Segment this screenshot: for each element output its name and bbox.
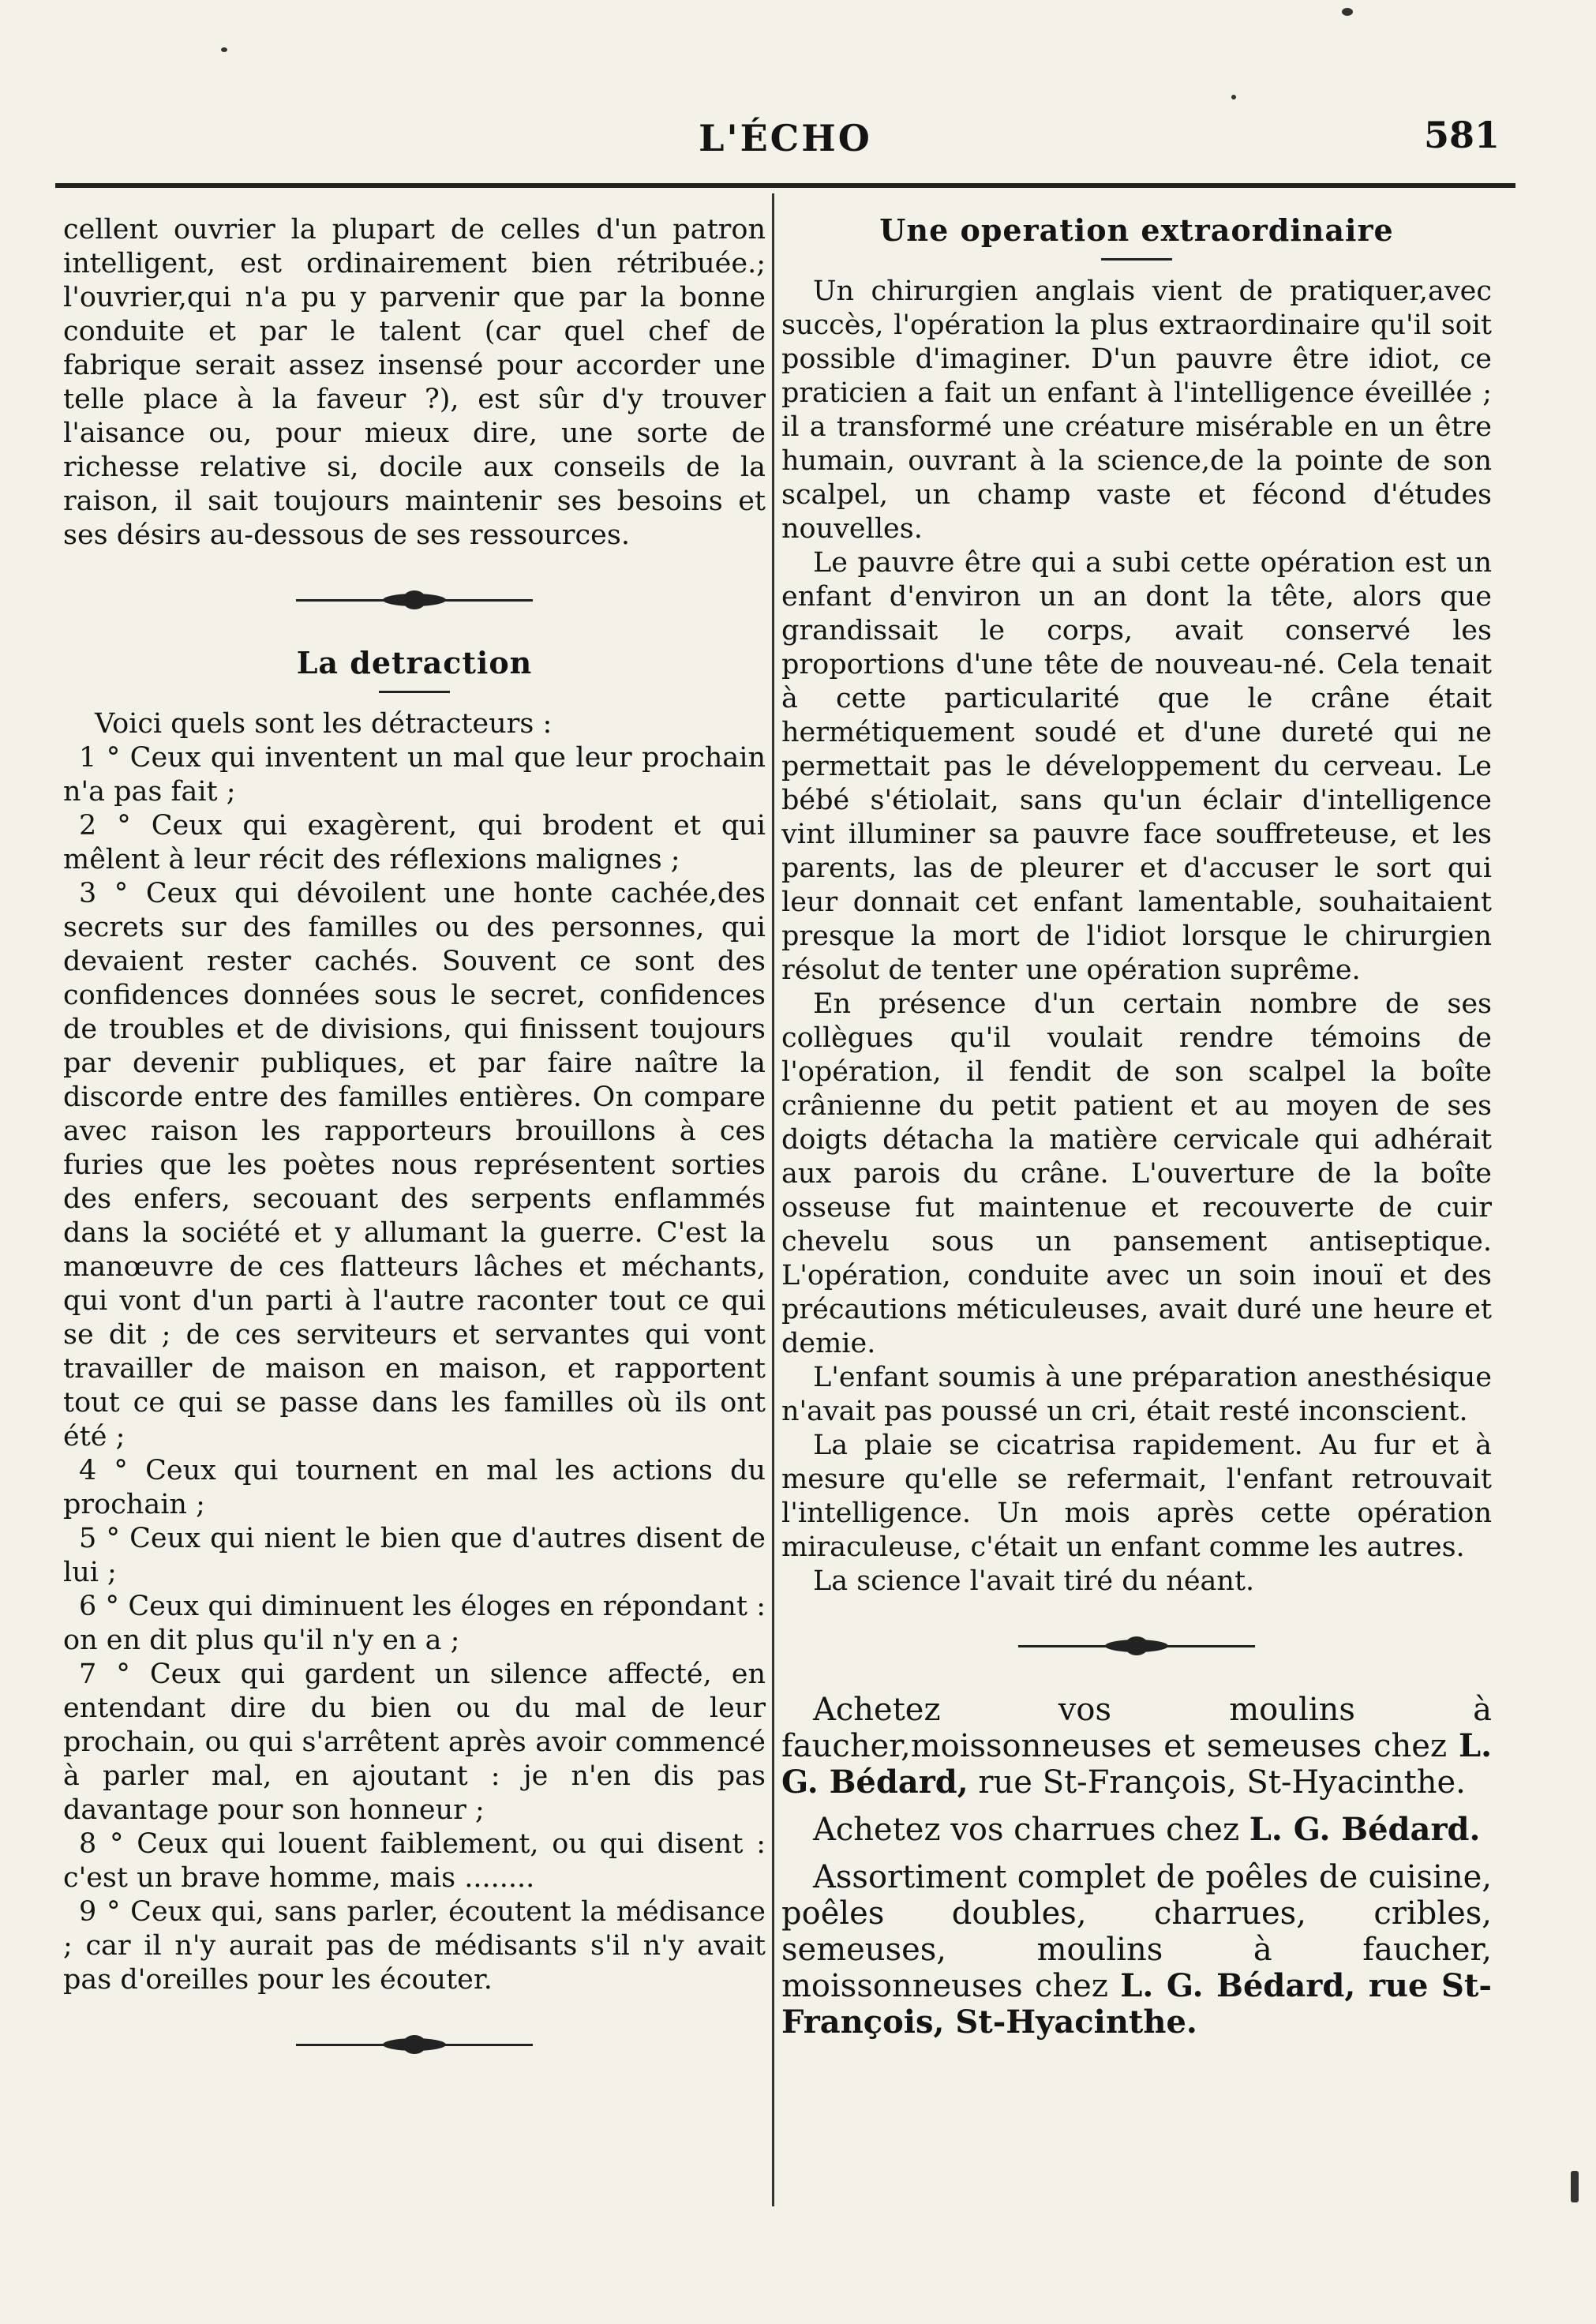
column-divider xyxy=(772,193,774,2206)
advertisements xyxy=(781,1692,1492,2041)
article-paragraph: L'enfant soumis à une préparation anesthésique n'avait pas poussé un cri, était resté inconscient. xyxy=(781,1362,1492,1427)
scan-speck xyxy=(1571,2171,1579,2202)
header-rule xyxy=(55,183,1515,188)
article-paragraph: Le pauvre être qui a subi cette opération est un enfant d'environ un an dont la tête, alors que grandissait le corps, avait conservé les proportions d'une tête de nouveau-né. Cela tenait à cette particularité que le crâne était hermétiquement soudé et d'une dureté qui ne permettait pas le développement du cerveau. Le bébé s'étiolait, sans qu'un éclair d'intelligence vint illuminer sa pauvre face souffreteuse, et les parents, las de pleurer et d'accuser le sort qui leur donnait cet enfant lamentable, souhaitaient presque la mort de l'idiot lorsque le chirurgien résolut de tenter une opération suprême. xyxy=(781,547,1492,986)
list-item: 1 ° Ceux qui inventent un mal que leur prochain n'a pas fait ; xyxy=(63,742,766,808)
ornamental-divider xyxy=(296,592,533,608)
title-rule xyxy=(1101,258,1172,261)
detraction-lead: Voici quels sont les détracteurs : xyxy=(95,708,553,740)
scan-speck xyxy=(221,47,227,52)
list-item: 7 ° Ceux qui gardent un silence affecté, en entendant dire du bien ou du mal de leur prochain, ou qui s'arrêtent après avoir commencé à parler mal, en ajoutant : je n'en dis pas davantage pour son honneur ; xyxy=(63,1659,766,1826)
article-title-operation: Une operation extraordinaire xyxy=(879,212,1394,248)
scan-speck xyxy=(1342,8,1353,16)
newspaper-title: L'ÉCHO xyxy=(699,117,872,159)
article-paragraph: La science l'avait tiré du néant. xyxy=(813,1565,1255,1597)
right-column xyxy=(781,213,1492,2052)
article-paragraph: En présence d'un certain nombre de ses collègues qu'il voulait rendre témoins de l'opération, il fendit de son scalpel la boîte crânienne du petit patient et au moyen de ses doigts détacha la matière cervicale qui adhérait aux parois du crâne. L'ouverture de la boîte osseuse fut maintenue et recouverte de cuir chevelu sous un pansement antiseptique. L'opération, conduite avec un soin inouï et des précautions méticuleuses, avait duré une heure et demie. xyxy=(781,988,1492,1359)
article-paragraph: Un chirurgien anglais vient de pratiquer,avec succès, l'opération la plus extraordinaire qu'il soit possible d'imaginer. D'un pauvre être idiot, ce praticien a fait un enfant à l'intelligence éveillée ; il a transformé une créature misérable en un être humain, ouvrant à la science,de la pointe de son scalpel, un champ vaste et fécond d'études nouvelles. xyxy=(781,276,1492,545)
page-header xyxy=(55,111,1515,166)
advertisement: Achetez vos charrues chez L. G. Bédard. xyxy=(813,1811,1481,1848)
list-item: 6 ° Ceux qui diminuent les éloges en répondant : on en dit plus qu'il n'y en a ; xyxy=(63,1591,766,1656)
intro-paragraph: cellent ouvrier la plupart de celles d'un patron intelligent, est ordinairement bien rétribuée.; l'ouvrier,qui n'a pu y parvenir que par la bonne conduite et par le talent (car quel chef de fabrique serait assez insensé pour accorder une telle place à la faveur ?), est sûr d'y trouver l'aisance ou, pour mieux dire, une sorte de richesse relative si, docile aux conseils de la raison, il sait toujours maintenir ses besoins et ses désirs au-dessous de ses ressources. xyxy=(63,214,766,551)
advertisement: Achetez vos moulins à faucher,moissonneuses et semeuses chez L. G. Bédard, rue St-François, St-Hyacinthe. xyxy=(781,1692,1492,1801)
page-number: 581 xyxy=(1423,114,1500,156)
list-item: 8 ° Ceux qui louent faiblement, ou qui disent : c'est un brave homme, mais ........ xyxy=(63,1828,766,1894)
list-item: 3 ° Ceux qui dévoilent une honte cachée,des secrets sur des familles ou des personnes, qui devaient rester cachés. Souvent ce sont des confidences données sous le secret, confidences de troubles et de divisions, qui finissent toujours par devenir publiques, et par faire naître la discorde entre des familles entières. On compare avec raison les rapporteurs brouillons à ces furies que les poètes nous représentent sorties des enfers, secouant des serpents enflammés dans la société et y allumant la guerre. C'est la manœuvre de ces flatteurs lâches et méchants, qui vont d'un parti à l'autre raconter tout ce qui se dit ; de ces serviteurs et servantes qui vont travailler de maison en maison, et rapportent tout ce qui se passe dans les familles où ils ont été ; xyxy=(63,878,766,1452)
list-item: 5 ° Ceux qui nient le bien que d'autres disent de lui ; xyxy=(63,1523,766,1588)
scan-speck xyxy=(1231,95,1236,99)
article-title-detraction: La detraction xyxy=(296,645,533,680)
article-paragraph: La plaie se cicatrisa rapidement. Au fur et à mesure qu'elle se refermait, l'enfant retrouvait l'intelligence. Un mois après cette opération miraculeuse, c'était un enfant comme les autres. xyxy=(781,1430,1492,1563)
advertisement: Assortiment complet de poêles de cuisine, poêles doubles, charrues, cribles, semeuses, moulins à faucher, moissonneuses chez L. G. Bédard, rue St-François, St-Hyacinthe. xyxy=(781,1859,1492,2041)
left-column xyxy=(63,213,766,2090)
detractors-list xyxy=(63,741,766,1997)
list-item: 9 ° Ceux qui, sans parler, écoutent la médisance ; car il n'y aurait pas de médisants s'il n'y avait pas d'oreilles pour les écouter. xyxy=(63,1896,766,1996)
ornamental-divider xyxy=(1018,1638,1255,1654)
list-item: 4 ° Ceux qui tournent en mal les actions du prochain ; xyxy=(63,1455,766,1520)
title-rule xyxy=(379,691,450,693)
list-item: 2 ° Ceux qui exagèrent, qui brodent et qui mêlent à leur récit des réflexions malignes ; xyxy=(63,810,766,875)
ornamental-divider xyxy=(296,2037,533,2052)
